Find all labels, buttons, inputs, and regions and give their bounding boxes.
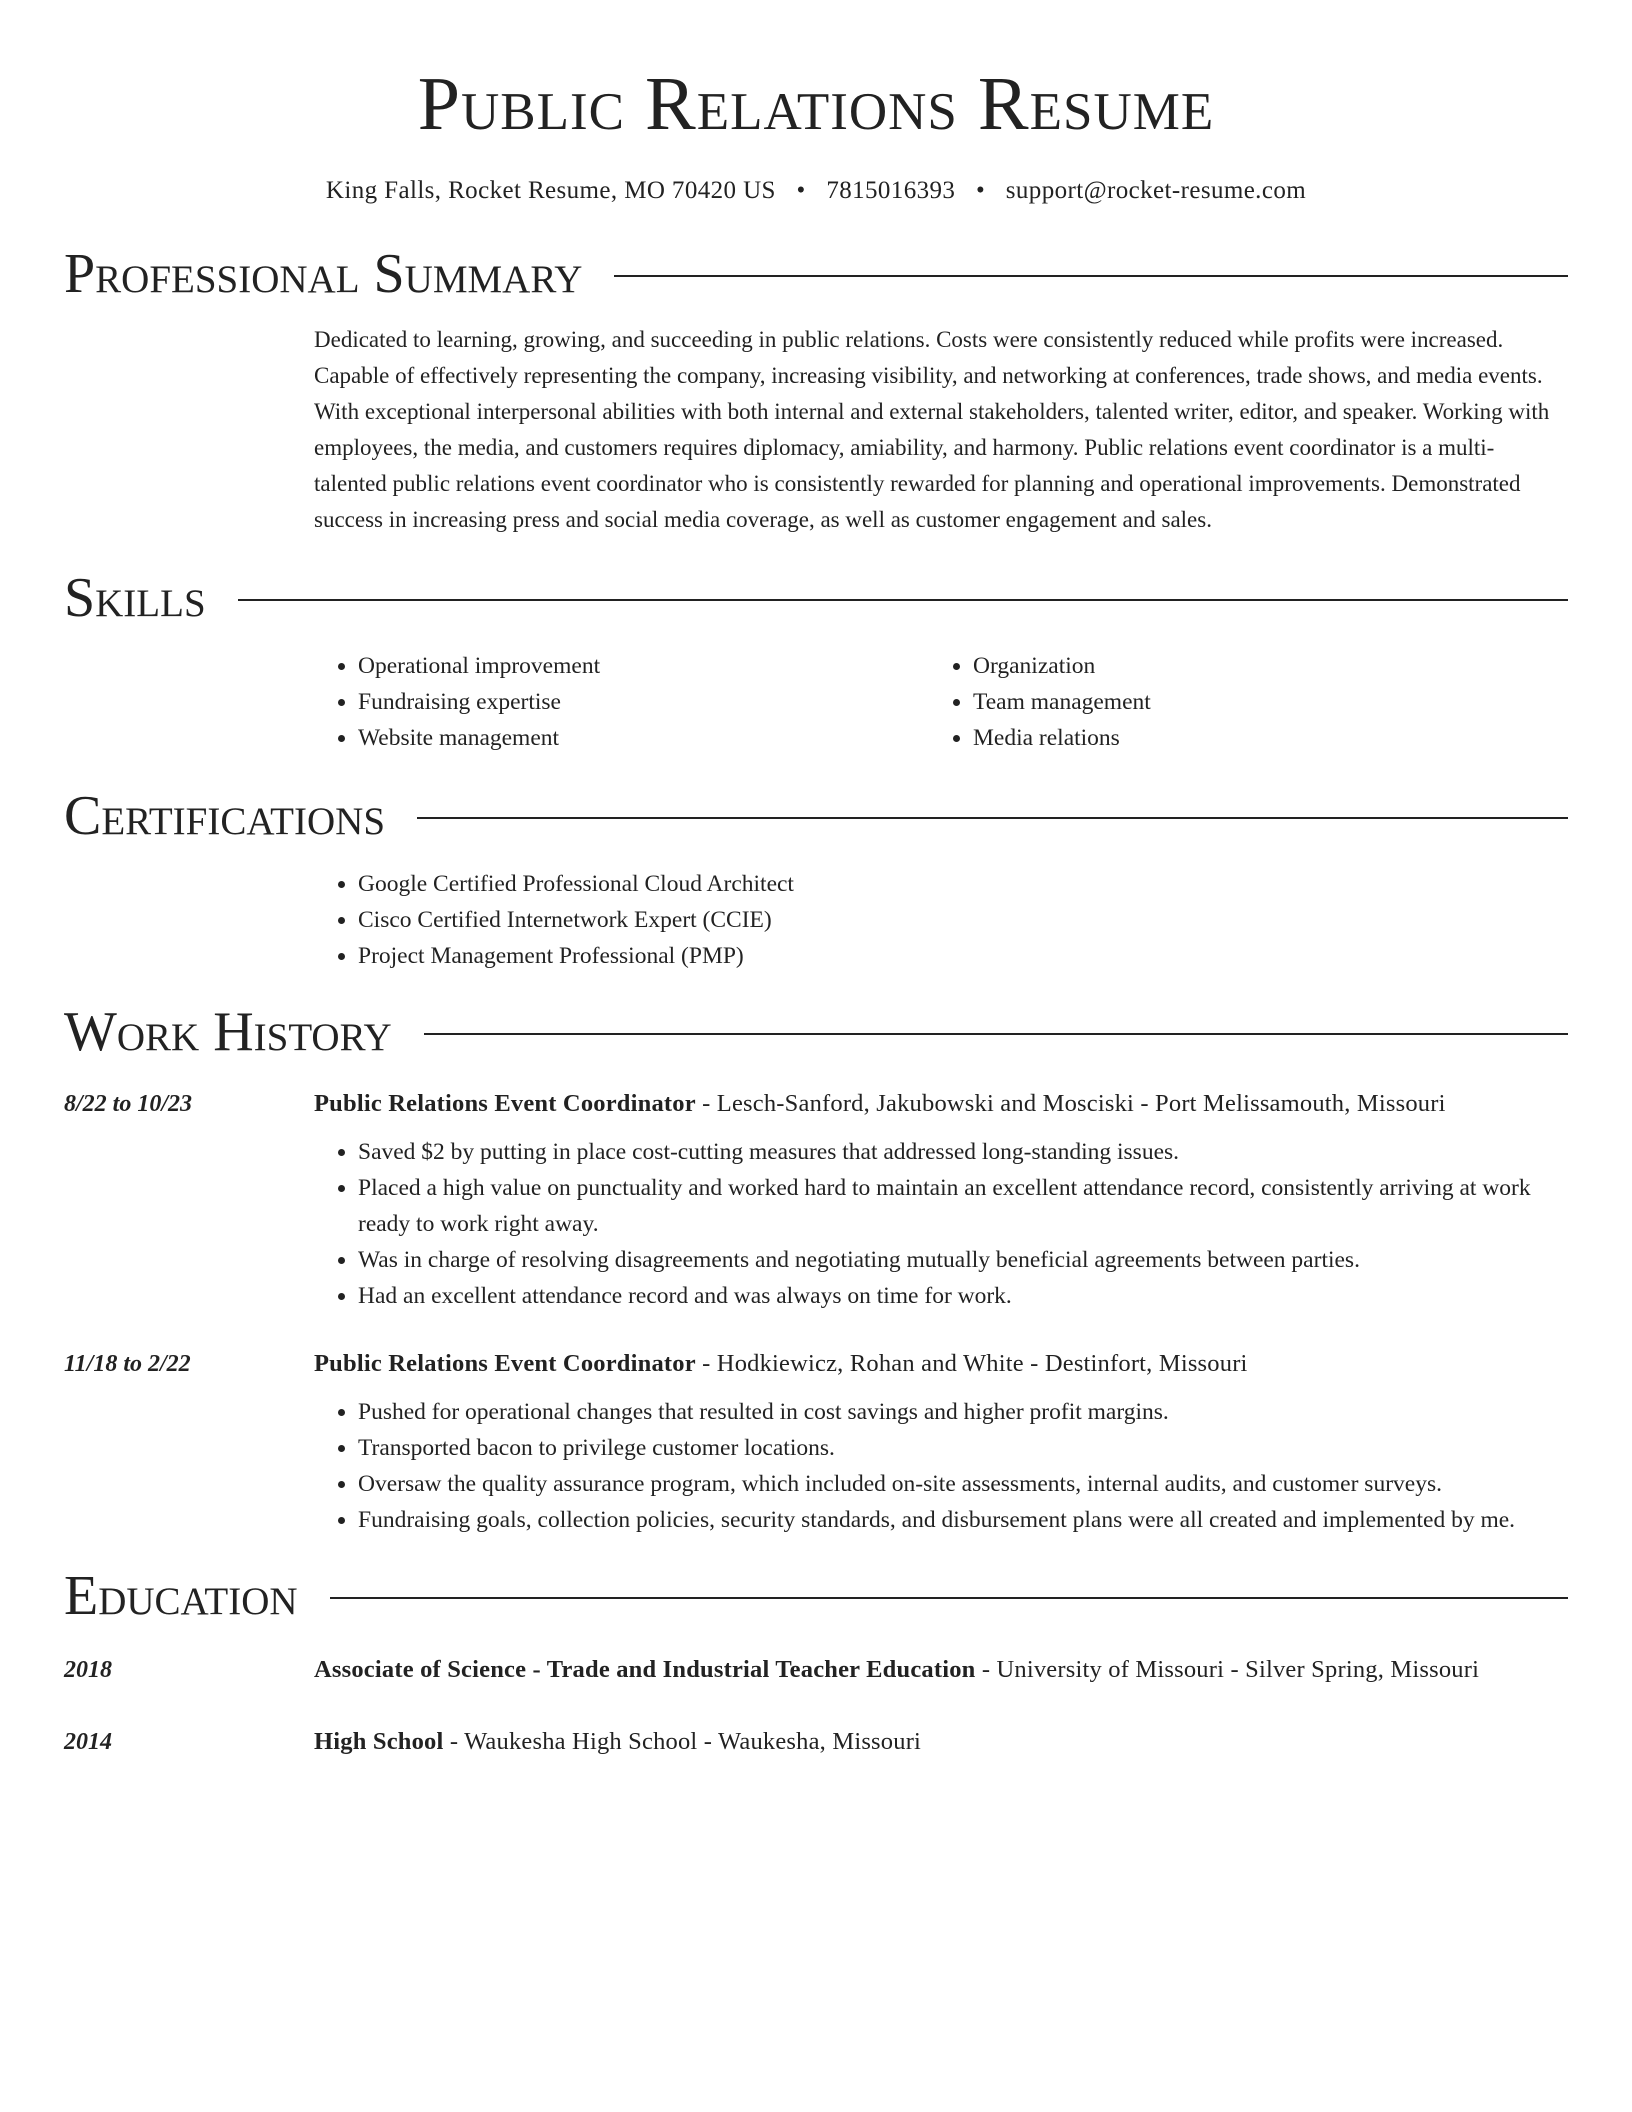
job-role: Public Relations Event Coordinator — [314, 1090, 696, 1117]
section-divider — [238, 599, 1568, 601]
section-header — [64, 242, 1568, 306]
education-entry — [64, 1650, 1568, 1690]
section-header — [64, 784, 1568, 848]
skill-item: • Operational improvement — [358, 648, 929, 684]
education-entry — [64, 1722, 1568, 1762]
education-school: - University of Missouri - Silver Spring, Missouri — [975, 1656, 1480, 1683]
skill-item: • Organization — [973, 648, 1544, 684]
skills-list-left — [314, 648, 929, 756]
education-heading — [314, 1650, 1568, 1690]
skill-item: • Website management — [358, 720, 929, 756]
education-degree: High School — [314, 1728, 444, 1755]
summary-text: Dedicated to learning, growing, and succeeding in public relations. Costs were consistently reduced while profits were increased. Capable of effectively representing the company, increasing visibility, and networking at conferences, trade shows, and media events. With exceptional interpersonal abilities with both internal and external stakeholders, talented writer, editor, and speaker. Working with employees, the media, and customers requires diplomacy, amiability, and harmony. Public relations event coordinator is a multi-talented public relations event coordinator who is consistently rewarded for planning and operational improvements. Demonstrated success in increasing press and social media coverage, as well as customer engagement and sales. — [314, 327, 1550, 532]
education-year: 2014 — [64, 1729, 112, 1755]
section-header — [64, 566, 1568, 630]
section-divider — [330, 1597, 1568, 1599]
education-year: 2018 — [64, 1657, 112, 1683]
section-title-summary: Professional Summary — [64, 243, 583, 305]
skill-item: • Team management — [973, 684, 1544, 720]
job-dates: 11/18 to 2/22 — [64, 1351, 191, 1377]
certifications-section — [64, 784, 1568, 974]
section-divider — [614, 275, 1568, 277]
certifications-list — [314, 866, 1568, 974]
skills-column-right — [929, 648, 1544, 756]
job-role: Public Relations Event Coordinator — [314, 1350, 696, 1377]
section-divider — [424, 1033, 1568, 1035]
job-entry — [64, 1084, 1568, 1314]
section-divider — [417, 817, 1568, 819]
section-title-education: Education — [64, 1565, 298, 1627]
job-bullets — [314, 1134, 1568, 1314]
skills-grid — [314, 648, 1568, 756]
education-section — [64, 1564, 1568, 1762]
job-entry — [64, 1344, 1568, 1538]
contact-email: support@rocket-resume.com — [1005, 177, 1307, 204]
education-degree: Associate of Science - Trade and Industrial Teacher Education — [314, 1656, 976, 1683]
job-bullet: • Pushed for operational changes that resulted in cost savings and higher profit margins. — [358, 1394, 1568, 1430]
job-bullet: • Oversaw the quality assurance program, which included on-site assessments, internal audits, and customer surveys. — [358, 1466, 1568, 1502]
job-bullet: • Placed a high value on punctuality and worked hard to maintain an excellent attendance record, consistently arriving at work ready to work right away. — [358, 1170, 1568, 1242]
skills-column-left — [314, 648, 929, 756]
job-dates: 8/22 to 10/23 — [64, 1091, 193, 1117]
skills-list-right — [929, 648, 1544, 756]
job-bullet: • Transported bacon to privilege customer locations. — [358, 1430, 1568, 1466]
job-bullets — [314, 1394, 1568, 1538]
contact-phone: 7815016393 — [826, 177, 956, 204]
skills-section — [64, 566, 1568, 756]
education-details — [314, 1650, 1568, 1690]
section-header — [64, 1564, 1568, 1628]
skill-item: • Fundraising expertise — [358, 684, 929, 720]
job-heading — [314, 1084, 1568, 1124]
job-heading — [314, 1344, 1568, 1384]
education-heading — [314, 1722, 1568, 1762]
job-details — [314, 1344, 1568, 1538]
job-bullet: • Was in charge of resolving disagreements and negotiating mutually beneficial agreements between parties. — [358, 1242, 1568, 1278]
contact-address: King Falls, Rocket Resume, MO 70420 US — [325, 177, 776, 204]
job-bullet: • Fundraising goals, collection policies, security standards, and disbursement plans were all created and implemented by me. — [358, 1502, 1568, 1538]
section-header — [64, 1000, 1568, 1064]
certifications-list-wrap — [314, 866, 1568, 974]
job-bullet: • Had an excellent attendance record and was always on time for work. — [358, 1278, 1568, 1314]
skill-item: • Media relations — [973, 720, 1544, 756]
job-bullet: • Saved $2 by putting in place cost-cutting measures that addressed long-standing issues. — [358, 1134, 1568, 1170]
job-employer: - Lesch-Sanford, Jakubowski and Mosciski - Port Melissamouth, Missouri — [695, 1090, 1446, 1117]
section-title-certifications: Certifications — [64, 785, 386, 847]
education-school: - Waukesha High School - Waukesha, Missouri — [443, 1728, 922, 1755]
job-details — [314, 1084, 1568, 1314]
work-history-section — [64, 1000, 1568, 1538]
section-title-work-history: Work History — [64, 1001, 392, 1063]
certification-item: • Google Certified Professional Cloud Architect — [358, 866, 1568, 902]
job-employer: - Hodkiewicz, Rohan and White - Destinfort, Missouri — [695, 1350, 1248, 1377]
contact-line — [64, 174, 1568, 208]
certification-item: • Project Management Professional (PMP) — [358, 938, 1568, 974]
section-title-skills: Skills — [64, 567, 206, 629]
contact-separator: • — [796, 177, 806, 204]
education-details — [314, 1722, 1568, 1762]
contact-separator: • — [975, 177, 986, 204]
resume-title: Public Relations Resume — [417, 62, 1215, 146]
summary-section — [64, 242, 1568, 538]
certification-item: • Cisco Certified Internetwork Expert (CCIE) — [358, 902, 1568, 938]
